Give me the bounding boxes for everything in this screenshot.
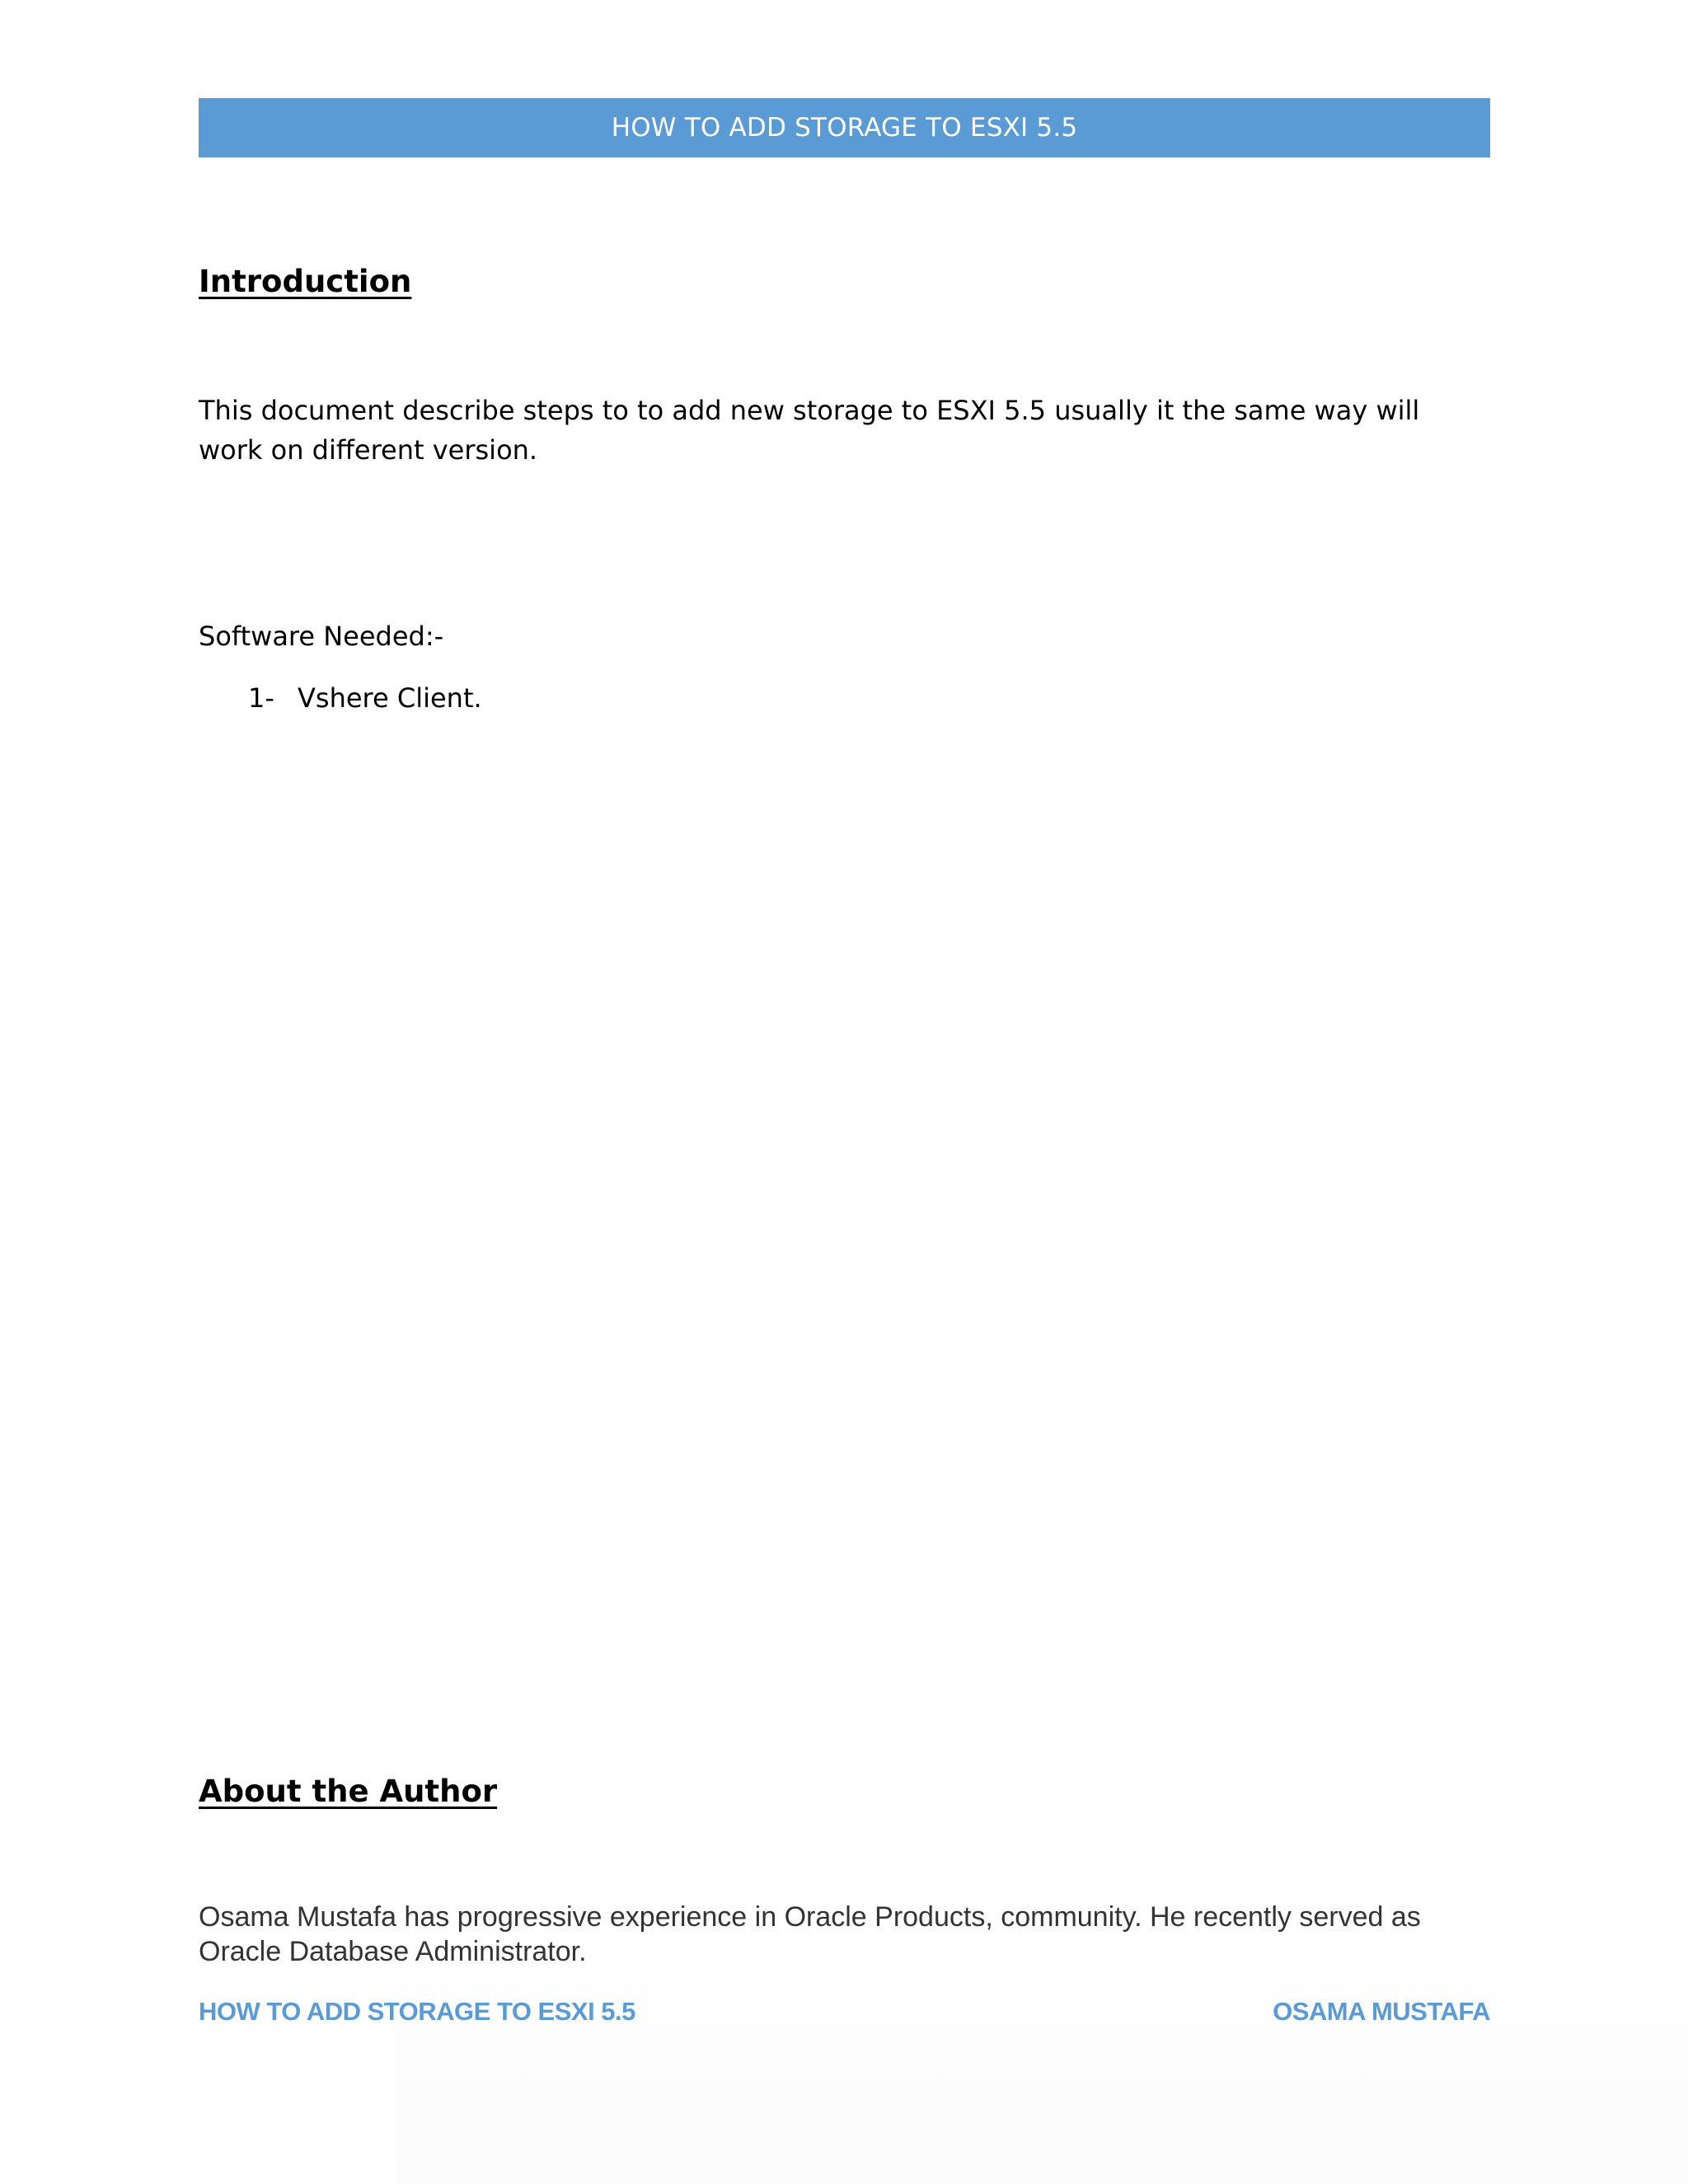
software-needed-label: Software Needed:- — [199, 621, 444, 652]
about-author-heading: About the Author — [199, 1774, 498, 1809]
page-footer — [199, 1997, 1490, 2027]
document-title: HOW TO ADD STORAGE TO ESXI 5.5 — [611, 113, 1078, 143]
list-item — [248, 678, 482, 718]
list-item-label: Vshere Client. — [298, 682, 482, 714]
introduction-heading: Introduction — [199, 264, 412, 299]
list-item-number: 1- — [248, 682, 274, 714]
author-bio: Osama Mustafa has progressive experience in Oracle Products, community. He recently served as Oracle Database Administrator. — [199, 1901, 1421, 1967]
software-list — [248, 678, 482, 718]
introduction-paragraph: This document describe steps to to add new storage to ESXI 5.5 usually it the same way will work on different version. — [199, 395, 1420, 466]
header-band — [199, 98, 1490, 157]
footer-document-title: HOW TO ADD STORAGE TO ESXI 5.5 — [199, 1997, 635, 2026]
footer-author-name: OSAMA MUSTAFA — [1273, 1997, 1490, 2026]
